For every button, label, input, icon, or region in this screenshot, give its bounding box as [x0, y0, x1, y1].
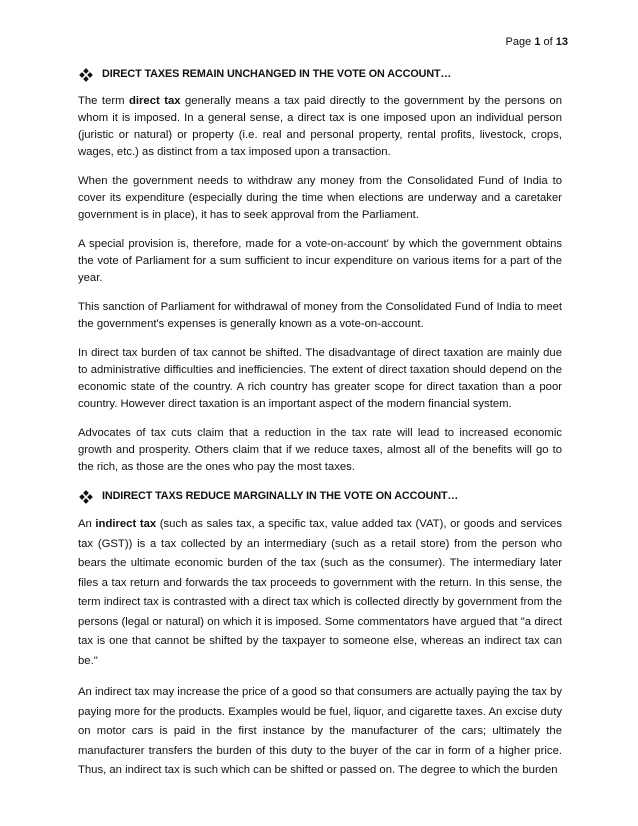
section-heading-direct [80, 66, 562, 83]
paragraph: An indirect tax may increase the price of a good so that consumers are actually paying the tax by paying more for the products. Examples would be fuel, liquor, and cigarette taxes. An excise duty on motor cars is paid in the first instance by the manufacturer of the cars; ultimately the manufacturer transfers the burden of this duty to the buyer of the car in form of a higher price. Thus, an indirect tax is such which can be shifted or passed on. The degree to which the burden [78, 686, 562, 776]
bold-term: direct tax [129, 95, 181, 107]
diamond-bullet-icon [80, 491, 92, 503]
heading-text: DIRECT TAXES REMAIN UNCHANGED IN THE VOTE ON ACCOUNT… [102, 68, 452, 80]
page-current: 1 [534, 36, 541, 48]
document-body [78, 66, 562, 793]
diamond-bullet-icon [80, 69, 92, 81]
page-prefix: Page [505, 36, 532, 48]
bold-term: indirect tax [95, 518, 157, 530]
section-heading-indirect [80, 488, 562, 505]
paragraph: The term direct tax generally means a tax paid directly to the government by the persons on whom it is imposed. In a general sense, a direct tax is one imposed upon an individual person (juristic or natural) or property (i.e. real and personal property, rental profits, livestock, crops, wages, etc.) as distinct from a tax imposed upon a transaction. [78, 95, 562, 158]
paragraph: Advocates of tax cuts claim that a reduction in the tax rate will lead to increased economic growth and prosperity. Others claim that if we reduce taxes, almost all of the benefits will go to the rich, as those are the ones who pay the most taxes. [78, 427, 562, 473]
paragraph: In direct tax burden of tax cannot be shifted. The disadvantage of direct taxation are mainly due to administrative difficulties and inefficiencies. The extent of direct taxation should depend on the economic state of the country. A rich country has greater scope for direct taxation than a poor country. However direct taxation is an important aspect of the modern financial system. [78, 347, 562, 410]
heading-text: INDIRECT TAXS REDUCE MARGINALLY IN THE VOTE ON ACCOUNT… [102, 490, 459, 502]
paragraph: A special provision is, therefore, made for a vote-on-account' by which the government obtains the vote of Parliament for a sum sufficient to incur expenditure on various items for a part of the year. [78, 238, 562, 284]
paragraph: This sanction of Parliament for withdrawal of money from the Consolidated Fund of India to meet the government's expenses is generally known as a vote-on-account. [78, 301, 562, 330]
paragraph: When the government needs to withdraw any money from the Consolidated Fund of India to cover its expenditure (especially during the time when elections are underway and a caretaker government is in place), it has to seek approval from the Parliament. [78, 175, 562, 221]
paragraph: An indirect tax (such as sales tax, a specific tax, value added tax (VAT), or goods and services tax (GST)) is a tax collected by an intermediary (such as a retail store) from the person who bears the ultimate economic burden of the tax (such as the consumer). The intermediary later files a tax return and forwards the tax proceeds to government with the return. In this sense, the term indirect tax is contrasted with a direct tax which is collected directly by government from the persons (legal or natural) on which it is imposed. Some commentators have argued that "a direct tax is one that cannot be shifted by the taxpayer to someone else, whereas an indirect tax can be." [78, 518, 562, 667]
page-of: of [543, 36, 553, 48]
page-number [506, 36, 568, 48]
page-total: 13 [555, 36, 568, 48]
